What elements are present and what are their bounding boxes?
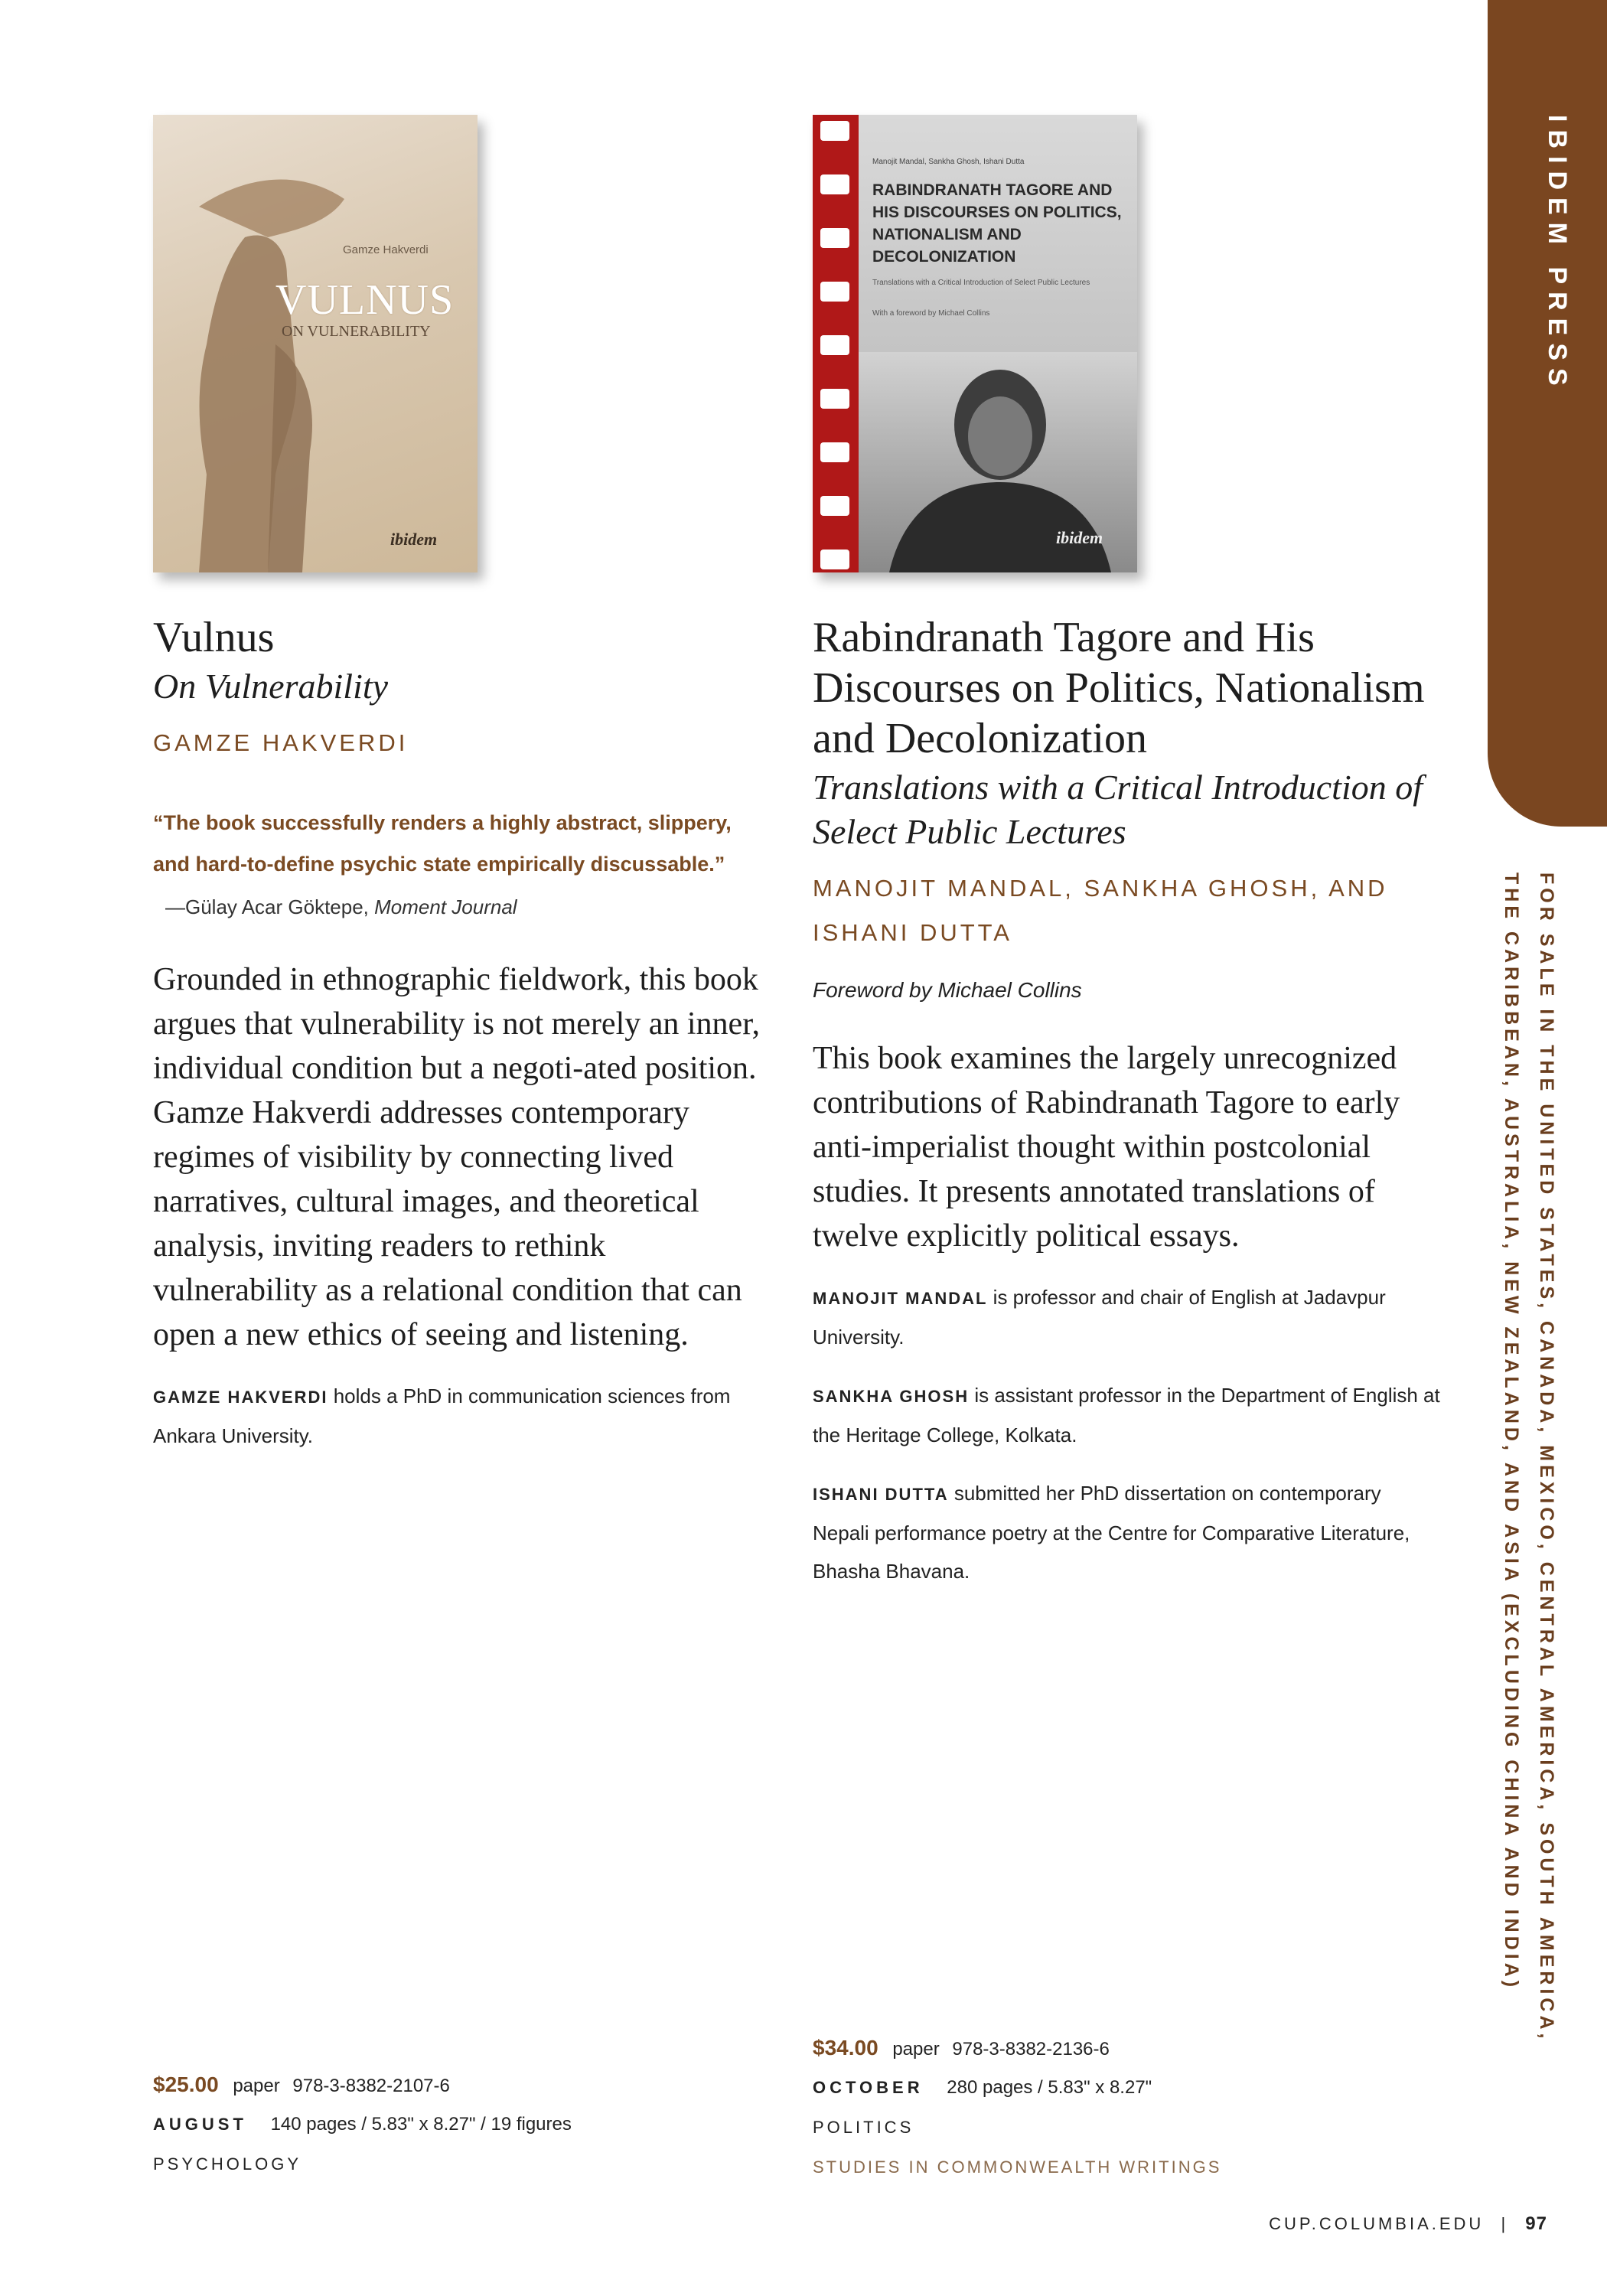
book-entry-vulnus — [153, 612, 765, 1455]
pricing-block-tagore — [813, 2028, 1221, 2187]
footer-separator: | — [1501, 2214, 1509, 2233]
book-description: This book examines the largely unrecognized contributions of Rabindranath Tagore to early anti-imperialist thought within postcolonial studies. It presents annotated translations of twelve explicitly political essays. — [813, 1041, 1400, 1254]
pub-month: AUGUST — [153, 2115, 247, 2134]
book-foreword: Foreword by Michael Collins — [813, 978, 1082, 1002]
page-number: 97 — [1525, 2213, 1547, 2234]
cover-publisher: ibidem — [1056, 528, 1103, 547]
book-title: Rabindranath Tagore and His Discourses on Politics, Nationalism and Decolonization — [813, 614, 1425, 762]
book-subtitle: Translations with a Critical Introduction of Select Public Lectures — [813, 768, 1423, 851]
subject: PSYCHOLOGY — [153, 2154, 302, 2174]
cover-title: RABINDRANATH TAGORE AND HIS DISCOURSES ON POLITICS, NATIONALISM AND DECOLONIZATION — [872, 181, 1122, 266]
bio-text: is assistant professor in the Department of English at the Heritage College, Kolkata. — [813, 1384, 1440, 1446]
cover-title: VULNUS — [275, 276, 455, 324]
author-bio — [813, 1278, 1440, 1356]
author-bio — [813, 1376, 1440, 1454]
bio-name: SANKHA GHOSH — [813, 1387, 970, 1406]
quote-source: Moment Journal — [374, 895, 517, 918]
bio-text: holds a PhD in communication sciences from Ankara University. — [153, 1384, 731, 1447]
price-row — [153, 2065, 572, 2105]
author-bio — [153, 1377, 765, 1455]
bio-name: ISHANI DUTTA — [813, 1485, 949, 1504]
sales-rights-note: FOR SALE IN THE UNITED STATES, CANADA, MEXICO, CENTRAL AMERICA, SOUTH AMERICA, THE CARIBBEAN, AUSTRALIA, NEW ZEALAND, AND ASIA (EXCLUDING CHINA AND INDIA) — [1501, 872, 1557, 2043]
specs-row — [153, 2105, 572, 2144]
book-cover-tagore — [813, 115, 1137, 572]
price-row — [813, 2028, 1221, 2068]
cover-foreword: With a foreword by Michael Collins — [872, 309, 990, 318]
book-entry-tagore — [813, 612, 1440, 1590]
subject: POLITICS — [813, 2118, 914, 2137]
book-title: Vulnus — [153, 614, 275, 661]
cover-subtitle: ON VULNERABILITY — [282, 323, 431, 340]
pub-month: OCTOBER — [813, 2078, 924, 2097]
format: paper — [233, 2076, 280, 2096]
pricing-block-vulnus — [153, 2065, 572, 2184]
publisher-tab-label: IBIDEM PRESS — [1543, 115, 1572, 393]
author-bio — [813, 1474, 1440, 1590]
format: paper — [892, 2039, 940, 2060]
cover-authors: Manojit Mandal, Sankha Ghosh, Ishani Dutta — [872, 158, 1025, 166]
statue-illustration — [153, 115, 478, 572]
specs-row — [813, 2068, 1221, 2108]
isbn: 978-3-8382-2107-6 — [292, 2076, 450, 2096]
cover-author: Gamze Hakverdi — [343, 243, 429, 256]
book-description: Grounded in ethnographic fieldwork, this book argues that vulnerability is not merely an inner, individual condition but a negoti-ated position. Gamze Hakverdi addresses contemporary regimes of visibility by connecting lived narratives, cultural images, and theoretical analysis, inviting readers to rethink vulnerability as a relational condition that can open a new ethics of seeing and listening. — [153, 962, 760, 1352]
isbn: 978-3-8382-2136-6 — [952, 2039, 1110, 2060]
review-quote: “The book successfully renders a highly abstract, slippery, and hard-to-define psychic state empirically discussable.” — [153, 811, 732, 876]
book-authors: GAMZE HAKVERDI — [153, 729, 409, 756]
price: $25.00 — [153, 2073, 219, 2096]
price: $34.00 — [813, 2036, 878, 2060]
quote-attribution-name: —Gülay Acar Göktepe, — [165, 895, 369, 918]
cover-subtitle: Translations with a Critical Introduction of Select Public Lectures — [872, 279, 1090, 287]
bio-name: MANOJIT MANDAL — [813, 1289, 988, 1308]
book-cover-vulnus — [153, 115, 478, 572]
bio-text: submitted her PhD dissertation on contemporary Nepali performance poetry at the Centre for Comparative Literature, Bhasha Bhavana. — [813, 1482, 1410, 1583]
cover-publisher: ibidem — [390, 530, 438, 549]
series: STUDIES IN COMMONWEALTH WRITINGS — [813, 2157, 1222, 2177]
page-footer — [1269, 2213, 1547, 2235]
book-authors: MANOJIT MANDAL, SANKHA GHOSH, AND ISHANI DUTTA — [813, 875, 1388, 946]
quote-attribution — [153, 895, 765, 919]
bio-name: GAMZE HAKVERDI — [153, 1388, 328, 1407]
book-subtitle: On Vulnerability — [153, 667, 389, 706]
footer-site: CUP.COLUMBIA.EDU — [1269, 2214, 1485, 2233]
bio-text: is professor and chair of English at Jadavpur University. — [813, 1286, 1386, 1349]
film-strip-holes — [813, 115, 859, 572]
specs: 280 pages / 5.83" x 8.27" — [947, 2077, 1152, 2098]
specs: 140 pages / 5.83" x 8.27" / 19 figures — [270, 2114, 572, 2135]
